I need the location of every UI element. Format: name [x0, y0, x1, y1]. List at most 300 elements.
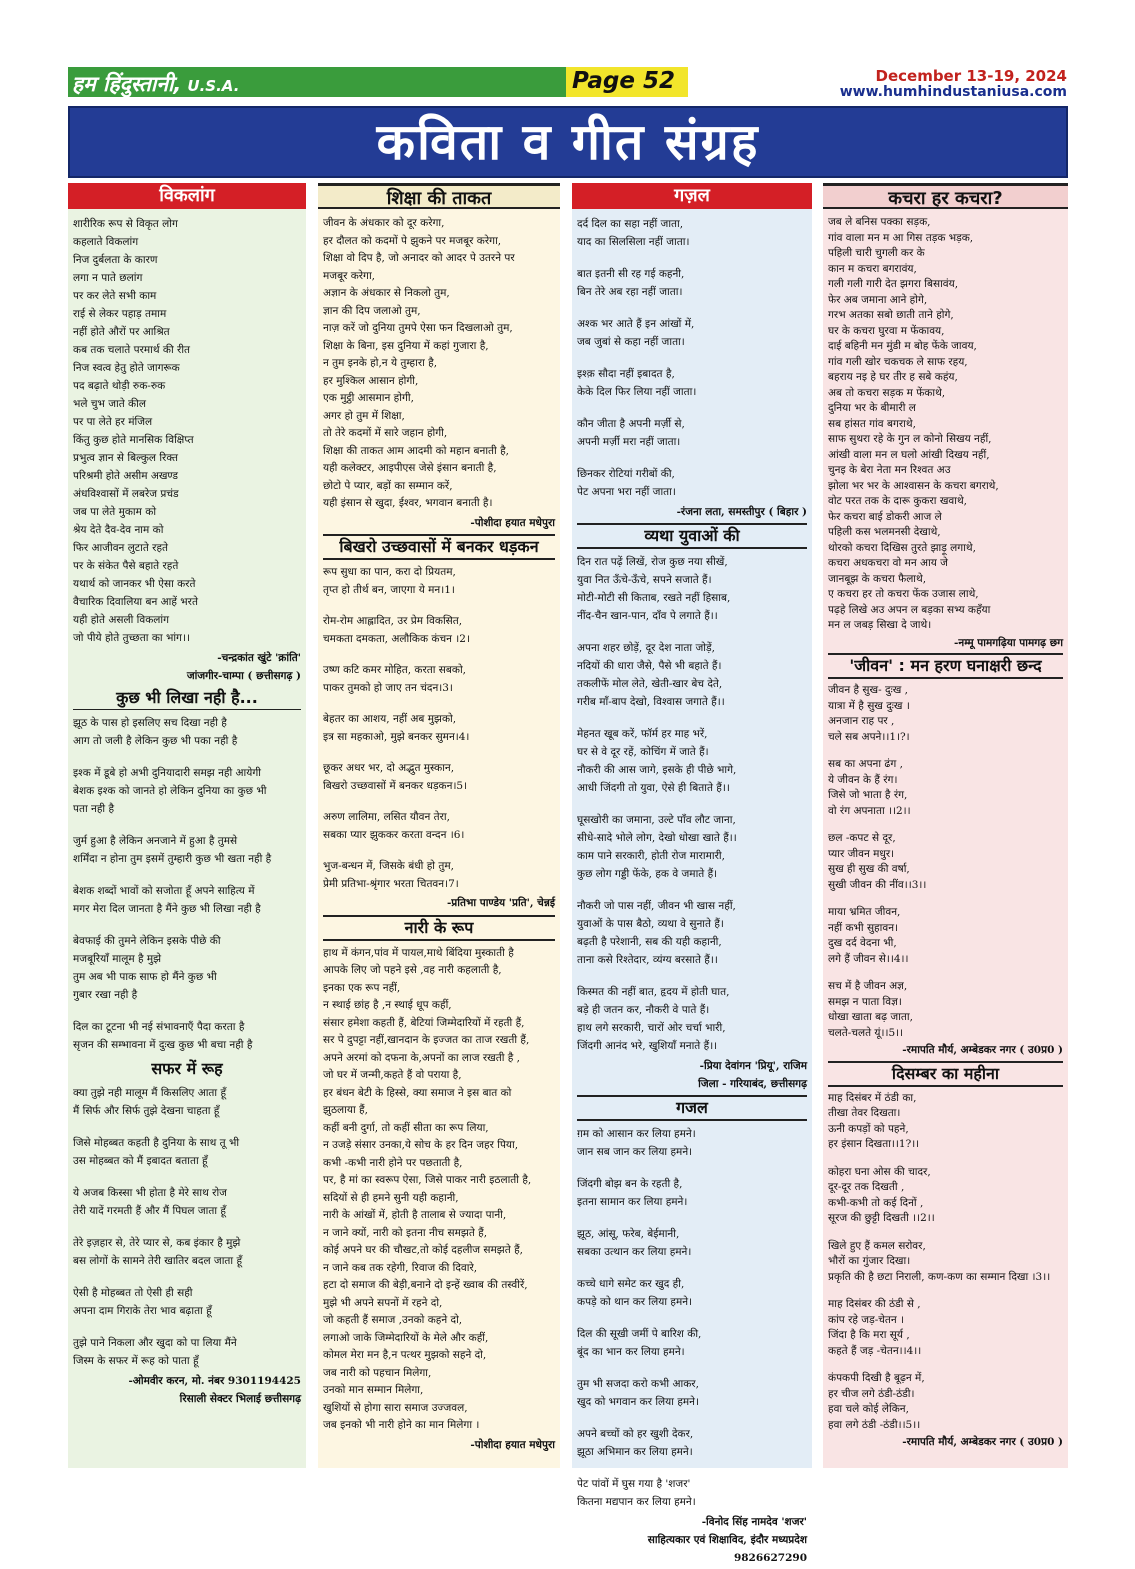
poem-line: बेहतर का आशय, नहीं अब मुझको, [323, 713, 457, 725]
poem-line: इश्क़ सौदा नहीं इबादत है, [577, 368, 675, 380]
poem-line: घर से वे दूर रहें, कोचिंग में जाते हैं। [577, 746, 709, 758]
poem-line: कुछ लोग गड्डी फेंके, हक वे जमाते हैं। [577, 868, 718, 880]
poem-line: गरीब माँ-बाप देखो, विश्वास जगाते हैं।। [577, 696, 725, 708]
poem-line: सर पे दुपट्टा नहीं,खानदान के इज्जत का ताज रखती हैं, [323, 1034, 530, 1046]
author-location: जिला - गरियाबंद, छत्तीसगढ़ [698, 1078, 807, 1090]
poem-line: सब का अपना ढंग , [828, 758, 903, 770]
poem-title-gajal: गजल [577, 1095, 807, 1121]
poem-line: झूठा अभिमान कर लिया हमने। [577, 1446, 693, 1458]
poem-body-december [823, 1091, 1068, 1436]
stanza-gap [577, 251, 807, 265]
poem-line: सुखी जीवन की नींव।।3।। [828, 878, 927, 891]
poem-line: यथार्थ को जानकर भी ऐसा करते [73, 578, 196, 590]
poem-line: एक मुट्ठी आसमान होगी, [323, 392, 414, 404]
poem-line: गांव वाला मन म आ गिस तड़क भड़क, [828, 231, 974, 244]
poem-line: बूंद का भान कर लिया हमने। [577, 1346, 685, 1358]
stanza-gap [73, 1220, 301, 1234]
poem-line: ताना कसे रिश्तेदार, व्यंग्य बरसाते हैं।। [577, 954, 718, 966]
stanza-gap [828, 893, 1063, 905]
poem-title-bikhro: बिखरो उच्छवासों में बनकर धड़कन [323, 534, 555, 560]
poem-title-vyatha: व्यथा युवाओं की [577, 523, 807, 549]
poem-line: अब तो कचरा सड़क म फेंकाथे, [828, 386, 946, 399]
poem-line: बस लोगों के सामने तेरी खातिर बदल जाता हूँ [73, 1255, 243, 1267]
poem-line: अपनी मर्ज़ी मरा नहीं जाता। [577, 436, 681, 448]
poem-title-nari: नारी के रूप [323, 915, 555, 941]
poem-line: वोट परत तक के दारू कुकरा खवाथे, [828, 495, 968, 507]
poem-line: न स्थाई छांह है ,न स्थाई धूप कहीं, [323, 999, 452, 1011]
poem-line: कपड़े को थान कर लिया हमने। [577, 1296, 693, 1308]
poem-line: नींद-चैन खान-पान, दाँव पे लगाते हैं।। [577, 610, 718, 622]
poem-line: इतना सामान कर लिया हमने। [577, 1196, 688, 1208]
poem-line: हवा लगे ठंडी -ठंडी।।5।। [828, 1418, 921, 1431]
poem-body-kachra [823, 209, 1068, 636]
poem-line: इनका एक रूप नहीं, [323, 981, 401, 994]
poem-line: झुठलाया हैं, [323, 1104, 368, 1116]
poem-line: जिस्म के सफर में रूह को पाता हूँ [73, 1355, 199, 1367]
poem-line: हाथ लगे सरकारी, चारों ओर चर्चा भारी, [577, 1022, 726, 1034]
poem-line: तेरी यादें गरमती हैं और मैं पिघल जाता हूँ [73, 1205, 226, 1217]
poem-line: शर्मिंदा न होना तुम इसमें तुम्हारी कुछ भी खता नही है [73, 853, 272, 865]
poem-line: अंधविश्वासों में लबरेज प्रचंड [73, 488, 179, 500]
stanza-gap [73, 918, 301, 932]
poem-line: हर चीज लगे ठंडी-ठंडी। [828, 1387, 915, 1400]
poem-body-jeevan [823, 683, 1068, 1043]
author-signature: -पोशीदा हयात मधेपुरा [470, 1438, 555, 1451]
poem-line: कभी -कभी नारी होने पर पछताती है, [323, 1156, 463, 1169]
stanza-gap [577, 797, 807, 811]
stanza-gap [323, 746, 555, 760]
poem-line: हटा दो समाज की बेड़ी,बनाने दो इन्हें ख्वाब की तस्वीरें, [323, 1279, 528, 1291]
poem-line: ये जीवन के हैं रंग। [828, 773, 898, 786]
poem-line: कहते हैं जड़ -चेतन।।4।। [828, 1344, 922, 1357]
poem-title-december: दिसम्बर का महीना [828, 1061, 1063, 1087]
poem-line: जो घर में जन्मी,कहते हैं वो पराया है, [323, 1069, 462, 1081]
author-designation: साहित्यकार एवं शिक्षाविद, इंदौर मध्यप्रदेश [647, 1534, 807, 1546]
column-1 [68, 183, 306, 1468]
poem-line: दर्द दिल का सहा नहीं जाता, [577, 218, 684, 230]
poem-line: सबका प्यार झुककर करता वन्दन ।6। [323, 828, 465, 841]
poem-line: किस्मत की नहीं बात, हृदय में होती घात, [577, 986, 730, 998]
author-signature: -नम्मू पामगढ़िया पामगढ़ छग [954, 636, 1063, 649]
poem-line: चले सब अपने।।1।?। [828, 730, 910, 743]
poem-body-bikhro [318, 564, 560, 895]
poem-line: चुनइ के बेरा नेता मन रिश्वत अउ [828, 464, 951, 476]
poem-line: कोई अपने घर की चौखट,तो कोई दहलीज समझते हैं, [323, 1244, 523, 1256]
poem-line: छूकर अधर भर, दो अद्भुत मुस्कान, [323, 762, 455, 774]
poem-line: तकलीफें मोल लेते, खेती-खार बेच देते, [577, 678, 723, 690]
poem-line: भुज-बन्धन में, जिसके बंधी हो तुम, [323, 860, 454, 872]
poem-title-shiksha: शिक्षा की ताकत [318, 183, 560, 209]
poem-line: पहिली कस भलमनसी देखाथे, [828, 526, 941, 538]
poem-line: निज स्वत्व हेतु होते जागरूक [73, 362, 180, 374]
poem-title-ghazal: गज़ल [572, 183, 812, 209]
poem-line: नदियों की धारा जैसे, पैसे भी बहाते हैं। [577, 660, 722, 672]
stanza-gap [828, 1359, 1063, 1371]
poem-line: याद का सिलसिला नहीं जाता। [577, 236, 690, 248]
poem-line: खुद को भगवान कर लिया हमने। [577, 1396, 699, 1408]
stanza-gap [577, 711, 807, 725]
poem-line: तो तेरे कदमों में सारे जहान होगी, [323, 427, 448, 439]
poem-line: नहीं होते औरों पर आश्रित [73, 326, 170, 338]
poem-line: कचरा अधकचरा वो मन आय जे [828, 557, 948, 569]
poem-line: तुझे पाने निकला और खुदा को पा लिया मैंने [73, 1337, 237, 1349]
poem-line: गांव गली खोर चकचक ले साफ रहय, [828, 355, 968, 368]
author-signature: -ओमवीर करन, मो. नंबर 9301194425 [128, 1375, 301, 1387]
poem-line: आधी जिंदगी तो युवा, ऐसे ही बिताते हैं।। [577, 782, 730, 794]
poem-line: पद बढ़ाते थोड़ी रुक-रुक [73, 380, 166, 392]
poem-line: आंखी वाला मन ल घलो आंखी दिखय नहीं, [828, 448, 990, 461]
poem-line: नाज़ करें जो दुनिया तुमपे ऐसा फन दिखलाओ तुम, [323, 322, 513, 334]
poem-line: कान म कचरा बगरावंय, [828, 262, 917, 275]
page-number: Page 52 [572, 68, 675, 94]
poem-line: दिल की सूखी जमीं पे बारिश की, [577, 1328, 702, 1340]
poem-line: कौन जीता है अपनी मर्ज़ी से, [577, 418, 685, 430]
column-3 [572, 183, 812, 1564]
poem-body-nari [318, 945, 560, 1437]
poem-line: आपके लिए जो पहने इसे ,वह नारी कहलाती है, [323, 964, 502, 976]
poem-line: गली गली गारी देत झगरा बिसावंय, [828, 278, 959, 290]
poem-line: ऐसी है मोहब्बत तो ऐसी ही सही [73, 1287, 193, 1299]
poem-line: छोटो पे प्यार, बड़ों का सम्मान करें, [323, 479, 453, 492]
poem-line: शिक्षा के बिना, इस दुनिया में कहां गुजारा है, [323, 339, 489, 352]
poem-line: कांप रहे जड़-चेतन । [828, 1313, 905, 1326]
stanza-gap [828, 967, 1063, 979]
poem-line: तीखा तेवर दिखता। [828, 1107, 901, 1119]
author-signature: -रंजना लता, समस्तीपुर ( बिहार ) [676, 506, 807, 518]
poem-line: फेर अब जमाना आने होगे, [828, 293, 928, 306]
poem-line: मगर मेरा दिल जानता है मैंने कुछ भी लिखा नही है [73, 903, 261, 915]
poem-line: माह दिसंबर में ठंडी का, [828, 1091, 917, 1104]
stanza-gap [577, 1411, 807, 1425]
poem-line: रूप सुधा का पान, करा दो प्रियतम, [323, 566, 456, 578]
poem-line: बिखरो उच्छवासों में बनकर धड़कन।5। [323, 779, 468, 792]
poem-line: नारी के आंखों में, होती है तालाब से ज्यादा पानी, [323, 1209, 507, 1221]
poem-line: तृप्त हो तीर्थ बन, जाएगा ये मन।1। [323, 583, 455, 596]
stanza-gap [577, 1261, 807, 1275]
poem-line: कहीं बनी दुर्गा, तो कहीं सीता का रूप लिया, [323, 1121, 489, 1134]
poem-line: बेशक इश्क को जानते हो लेकिन दुनिया का कुछ भी [73, 785, 267, 797]
masthead-bar [68, 67, 566, 97]
poem-line: अश्क भर आते हैं इन आंखों में, [577, 318, 695, 330]
poem-line: दुनिया भर के बीमारी ल [828, 402, 916, 414]
poem-line: ए कचरा हर तो कचरा फेंक उजास लाथे, [828, 588, 979, 600]
author-signature: -चन्द्रकांत खुंटे 'क्रांति' [217, 652, 301, 664]
poem-line: इत्र सा महकाओ, मुझे बनकर सुमन।4। [323, 730, 470, 743]
poem-line: लगे हैं जीवन से।।4।। [828, 952, 909, 965]
poem-line: पेट अपना भरा नहीं जाता। [577, 486, 676, 498]
poem-line: उस मोहब्बत को मैं इबादत बताता हूँ [73, 1155, 208, 1167]
poem-line: मन ल जबड़ सिखा दे जाथे। [828, 619, 932, 631]
poem-line: सबका उत्थान कर लिया हमने। [577, 1246, 692, 1258]
stanza-gap [828, 819, 1063, 831]
website-link[interactable]: www.humhindustaniusa.com [839, 84, 1067, 100]
poem-line: युवा नित ऊँचे-ऊँचे, सपने सजाते हैं। [577, 574, 712, 586]
poem-line: पता नही है [73, 803, 115, 815]
poem-line: तुम भी सजदा करो कभी आकर, [577, 1378, 699, 1390]
poem-line: समझ न पाता विज्ञ। [828, 995, 902, 1008]
poem-line: जब ले बनिस पक्का सड़क, [828, 216, 931, 228]
poem-line: बेशक शब्दों भावों को सजोता हूँ अपने साहित्य में [73, 885, 255, 897]
poem-line: बड़े ही जतन कर, नौकरी वे पाते हैं। [577, 1004, 710, 1016]
poem-line: अपना शहर छोड़ें, दूर देश नाता जोड़ें, [577, 642, 715, 654]
poem-line: बहराय नइ हे घर तीर ह सबे कहंय, [828, 371, 958, 383]
column-4 [823, 183, 1068, 1468]
poem-line: जीवन है सुख- दुःख , [828, 684, 908, 696]
issue-date: December 13-19, 2024 [875, 67, 1067, 85]
poem-line: सब हांसत गांव बगराथे, [828, 417, 916, 430]
poem-body-vikalang [68, 209, 306, 649]
poem-line: कंपकपी दिखी है बूढ़न में, [828, 1372, 925, 1384]
author-signature: -प्रतिभा पाण्डेय 'प्रति', चेन्नई [446, 897, 555, 909]
poem-line: जब जुबां से कहा नहीं जाता। [577, 336, 685, 348]
poem-line: तुम अब भी पाक साफ हो मैंने कुछ भी [73, 971, 217, 983]
author-signature: -रमापति मौर्य, अम्बेडकर नगर ( उ0प्र0 ) [902, 1044, 1063, 1056]
stanza-gap [577, 1161, 807, 1175]
poem-line: जो पीये होते तुच्छता का भांग।। [73, 632, 190, 644]
poem-line: जान सब जान कर लिया हमने। [577, 1146, 693, 1158]
poem-line: साफ सुथरा रहे के गुन ल कोनो सिखय नहीं, [828, 433, 992, 445]
poem-line: छिनकर रोटियां गरीबों की, [577, 468, 675, 480]
poem-line: जब पा लेते मुकाम को [73, 506, 157, 518]
stanza-gap [577, 301, 807, 315]
stanza-gap [323, 648, 555, 662]
poem-line: जब इनको भी नारी होने का मान मिलेगा । [323, 1419, 480, 1431]
stanza-gap [577, 1361, 807, 1375]
poem-line: न जाने कब तक रहेगी, रिवाज की दिवारे, [323, 1261, 478, 1274]
poem-line: घर के कचरा घुरवा म फेंकावय, [828, 324, 945, 337]
poem-line: दूर-दूर तक दिखती , [828, 1181, 905, 1193]
stanza-gap [73, 1270, 301, 1284]
poem-line: ज्ञान की दिप जलाओ तुम, [323, 304, 421, 317]
poem-line: यही होते असली विकलांग [73, 614, 170, 626]
poem-line: गरभ अतका सबो छाती ताने होगे, [828, 309, 954, 321]
poem-line: भले चुभ जाते कील [73, 398, 146, 410]
poem-line: खुशियों से होगा सारा समाज उज्जवल, [323, 1401, 468, 1414]
poem-line: छल -कपट से दूर, [828, 832, 896, 844]
poem-line: केके दिल फिर लिया नहीं जाता। [577, 386, 697, 398]
brand-suffix: U.S.A. [187, 77, 240, 95]
poem-line: सीधे-सादे भोले लोग, देखो धोखा खाते हैं।। [577, 832, 737, 844]
stanza-gap [577, 969, 807, 983]
stanza-gap [73, 868, 301, 882]
poem-line: पाकर तुमको हो जाए तन चंदन।3। [323, 681, 453, 694]
stanza-gap [73, 818, 301, 832]
poem-line: जिसे जो भाता है रंग, [828, 789, 908, 801]
poem-line: झोला भर भर के आश्वासन के कचरा बगराथे, [828, 479, 999, 492]
stanza-gap [323, 795, 555, 809]
stanza-gap [577, 1461, 807, 1475]
poem-line: सदियों से ही हमने सुनी यही कहानी, [323, 1191, 459, 1204]
poem-line: इश्क में डूबे हो अभी दुनियादारी समझ नही आयेगी [73, 767, 261, 779]
column-2 [318, 183, 560, 1468]
poem-line: बिन तेरे अब रहा नहीं जाता। [577, 286, 683, 298]
section-banner [68, 106, 1068, 178]
poem-line: कोहरा घना ओस की चादर, [828, 1165, 931, 1178]
poem-line: पर के संकेत पैसे बहाते रहते [73, 560, 179, 572]
section-title: कविता व गीत संग्रह [376, 113, 760, 171]
author-location: जांजगीर-चाम्पा ( छत्तीसगढ़ ) [186, 670, 301, 682]
poem-line: जिसे मोहब्बत कहती है दुनिया के साथ तू भी [73, 1137, 240, 1149]
poem-line: मोटी-मोटी सी किताब, रखते नहीं हिसाब, [577, 592, 731, 604]
stanza-gap [73, 750, 301, 764]
poem-line: नहीं कभी सुहावन। [828, 921, 899, 934]
author-signature: -प्रिया देवांगन 'प्रियू', राजिम [699, 1060, 807, 1072]
poem-line: हर मुश्किल आसान होगी, [323, 374, 419, 387]
poem-line: शारीरिक रूप से विकृत लोग [73, 218, 178, 230]
poem-line: किंतु कुछ होते मानसिक विक्षिप्त [73, 434, 194, 446]
poem-line: बात इतनी सी रह गई कहनी, [577, 268, 685, 280]
author-signature: -रमापति मौर्य, अम्बेडकर नगर ( उ0प्र0 ) [902, 1436, 1063, 1448]
poem-line: अपने बच्चों को हर खुशी देकर, [577, 1428, 694, 1440]
poem-line: कच्चे धागे समेट कर खुद ही, [577, 1278, 685, 1290]
poem-line: न जाने क्यों, नारी को इतना नीच समझते हैं, [323, 1226, 488, 1239]
poem-body-kuch-bhi [68, 714, 306, 1056]
poem-line: घूसखोरी का जमाना, उल्टे पाँव लौट जाना, [577, 814, 736, 826]
poem-line: माया भ्रमित जीवन, [828, 906, 901, 918]
stanza-gap [577, 451, 807, 465]
stanza-gap [73, 1170, 301, 1184]
poem-line: ये अजब किस्सा भी होता है मेरे साथ रोज [73, 1187, 227, 1199]
poem-line: सच में है जीवन अज्ञ, [828, 980, 908, 992]
poem-line: प्रकृति की है छटा निराली, कण-कण का सम्मान दिखा ।3।। [828, 1270, 1051, 1283]
poem-line: पर, है मां का स्वरूप ऐसा, जिसे पाकर नारी इठलाती है, [323, 1174, 532, 1186]
poem-line: श्रेय देते दैव-देव नाम को [73, 524, 164, 536]
poem-line: हर बंधन बेटी के हिस्से, क्या समाज ने इस बात को [323, 1086, 512, 1099]
poem-line: तेरे इज़हार से, तेरे प्यार से, कब इंकार है मुझे [73, 1237, 241, 1249]
poem-line: पहिली चारी चुगली कर के [828, 247, 925, 259]
poem-line: दुख दर्द वेदना भी, [828, 937, 897, 949]
poem-line: चलते-चलते यूं।।5।। [828, 1026, 904, 1039]
stanza-gap [577, 1311, 807, 1325]
stanza-gap [323, 599, 555, 613]
poem-line: कभी-कभी तो कई दिनों , [828, 1196, 924, 1209]
poem-line: रोम-रोम आह्लादित, उर प्रेम विकसित, [323, 615, 463, 627]
poem-line: ग़म को आसान कर लिया हमने। [577, 1128, 696, 1140]
poem-line: अपने अरमां को दफना के,अपनों का लाज रखती है , [323, 1051, 521, 1064]
poem-line: फिर आजीवन लुटाते रहते [73, 542, 168, 554]
poem-line: यात्रा में है सुख दुःख । [828, 699, 910, 712]
poem-line: अरुण लालिमा, लसित यौवन तेरा, [323, 811, 450, 823]
poem-line: वैचारिक दिवालिया बन आहें भरते [73, 596, 198, 608]
poem-line: नौकरी की आस जागे, इसके ही पीछे भागे, [577, 764, 737, 776]
poem-line: प्रेमी प्रतिभा-श्रृंगार भरता चितवन।7। [323, 877, 459, 890]
poem-line: क्या तुझे नही मालूम मैं किसलिए आता हूँ [73, 1087, 227, 1099]
poem-body-vyatha [572, 553, 812, 1057]
poem-line: मुझे भी अपने सपनों में रहने दो, [323, 1296, 443, 1309]
stanza-gap [73, 1120, 301, 1134]
stanza-gap [73, 1320, 301, 1334]
poem-line: लगाओ जाके जिम्मेदारियों के मेले और कहीं, [323, 1331, 489, 1344]
poem-line: हवा चले कोई लेकिन, [828, 1403, 909, 1415]
stanza-gap [577, 625, 807, 639]
poem-line: युवाओं के पास बैठो, व्यथा वे सुनाते हैं। [577, 918, 724, 930]
poem-line: प्रभुत्व ज्ञान से बिल्कुल रिक्त [73, 452, 178, 464]
stanza-gap [828, 1227, 1063, 1239]
poem-line: नौकरी जो पास नहीं, जीवन भी खास नहीं, [577, 900, 736, 912]
poem-line: झूठ के पास हो इसलिए सच दिखा नही है [73, 717, 227, 729]
poem-line: यही इंसान से खुदा, ईश्वर, भगवान बनाती है। [323, 497, 493, 509]
poem-line: चमकता दमकता, अलौकिक कंचन ।2। [323, 632, 470, 645]
poem-line: जब नारी को पहचान मिलेगा, [323, 1366, 432, 1379]
poem-line: दिन रात पढ़ें लिखें, रोज कुछ नया सीखें, [577, 556, 728, 568]
poem-line: अज्ञान के अंधकार से निकलो तुम, [323, 287, 450, 299]
poem-line: काम पाने सरकारी, होती रोज मारामारी, [577, 850, 725, 862]
poem-line: धोखा खाता बढ़ जाता, [828, 1011, 913, 1023]
poem-line: ऊनी कपड़ों को पहने, [828, 1122, 909, 1135]
author-phone: 9826627290 [733, 1552, 807, 1564]
poem-title-kachra: कचरा हर कचरा? [823, 183, 1068, 209]
poem-line: भौरों का गुंजार दिखा। [828, 1255, 911, 1267]
page-number-box [566, 67, 688, 97]
poem-line: परिश्रमी होते असीम अखण्ड [73, 470, 179, 482]
poem-line: पेट पांवों में घुस गया है 'शजर' [577, 1478, 691, 1490]
poem-body-gajal [572, 1125, 812, 1513]
stanza-gap [73, 1004, 301, 1018]
stanza-gap [577, 401, 807, 415]
poem-line: जुर्म हुआ है लेकिन अनजाने में हुआ है तुमसे [73, 835, 238, 847]
stanza-gap [323, 697, 555, 711]
poem-line: संसार हमेशा कहती हैं, बेटियां जिम्मेदारियों में रहती हैं, [323, 1016, 525, 1029]
poem-line: अनजान राह पर , [828, 715, 895, 727]
poem-line: पढ़हे लिखे अउ अपन ल बड़का सभ्य कहँया [828, 603, 991, 616]
poem-body-ghazal [572, 209, 812, 503]
poem-line: जो कहती हैं समाज ,उनको कहने दो, [323, 1314, 463, 1326]
poem-line: अपना दाम गिराके तेरा भाव बढ़ाता हूँ [73, 1305, 212, 1317]
poem-line: कहलाते विकलांग [73, 236, 139, 248]
poem-line: जिंदगी आनंद भरे, खुशियाँ मनाते हैं।। [577, 1040, 718, 1052]
poem-line: न उजड़े संसार उनका,ये सोच के हर दिन जहर पिया, [323, 1139, 519, 1151]
poem-line: हर दौलत को कदमों पे झुकने पर मजबूर करेगा, [323, 234, 502, 247]
author-location: रिसाली सेक्टर भिलाई छत्तीसगढ़ [179, 1393, 301, 1405]
poem-line: उष्ण कटि कमर मोहित, करता सबको, [323, 664, 467, 676]
poem-line: वो रंग अपनाता ।।2।। [828, 804, 911, 817]
poem-line: सृजन की सम्भावना में दुःख कुछ भी बचा नही है [73, 1039, 253, 1051]
poem-line: पर कर लेते सभी काम [73, 290, 157, 302]
poem-line: शिक्षा वो दिप है, जो अनादर को आदर पे उतरने पर [323, 252, 515, 264]
stanza-gap [577, 1211, 807, 1225]
poem-title-safar: सफर में रूह [151, 1059, 223, 1078]
poem-line: मेहनत खूब करें, फॉर्म हर माह भरें, [577, 728, 708, 740]
poem-line: बढ़ती है परेशानी, सब की यही कहानी, [577, 936, 722, 948]
poem-line: सुख ही सुख की वर्षा, [828, 863, 910, 875]
poem-line: हाथ में कंगन,पांव में पायल,माथे बिंदिया मुस्काती है [323, 946, 514, 959]
poem-line: राई से लेकर पहाड़ तमाम [73, 308, 167, 320]
poem-line: जिंदा है कि मरा सूर्य , [828, 1329, 910, 1341]
poem-line: खिले हुए हैं कमल सरोवर, [828, 1239, 926, 1252]
poem-line: आग तो जली है लेकिन कुछ भी पका नही है [73, 735, 238, 747]
poem-line: माह दिसंबर की ठंडी से , [828, 1298, 921, 1310]
stanza-gap [577, 883, 807, 897]
stanza-gap [828, 1153, 1063, 1165]
stanza-gap [828, 1285, 1063, 1297]
author-signature: -पोशीदा हयात मधेपुरा [470, 516, 555, 529]
poem-line: हर इंसान दिखता।।1?।। [828, 1138, 920, 1150]
poem-line: कोमल मेरा मन है,न पत्थर मुझको सहने दो, [323, 1349, 487, 1361]
poem-line: निज दुर्बलता के कारण [73, 254, 158, 266]
poem-line: फेर कचरा बाई डोकरी आज ले [828, 510, 942, 523]
poem-line: शिक्षा की ताकत आम आदमी को महान बनाती है, [323, 444, 510, 457]
poem-line: गुबार रखा नही है [73, 989, 138, 1001]
poem-line: मैं सिर्फ और सिर्फ तुझे देखना चाहता हूँ [73, 1105, 220, 1117]
poem-body-safar [68, 1084, 306, 1372]
poem-title-vikalang: विकलांग [68, 183, 306, 209]
poem-line: मजबूरियाँ मालूम है मुझे [73, 953, 162, 965]
poem-line: अगर हो तुम में शिक्षा, [323, 409, 405, 422]
poem-line: जिंदगी बोझ बन के रहती है, [577, 1178, 683, 1190]
stanza-gap [323, 844, 555, 858]
poem-title-kuch-bhi: कुछ भी लिखा नही है... [73, 687, 301, 710]
poem-line: कितना मद्यपान कर लिया हमने। [577, 1496, 696, 1508]
